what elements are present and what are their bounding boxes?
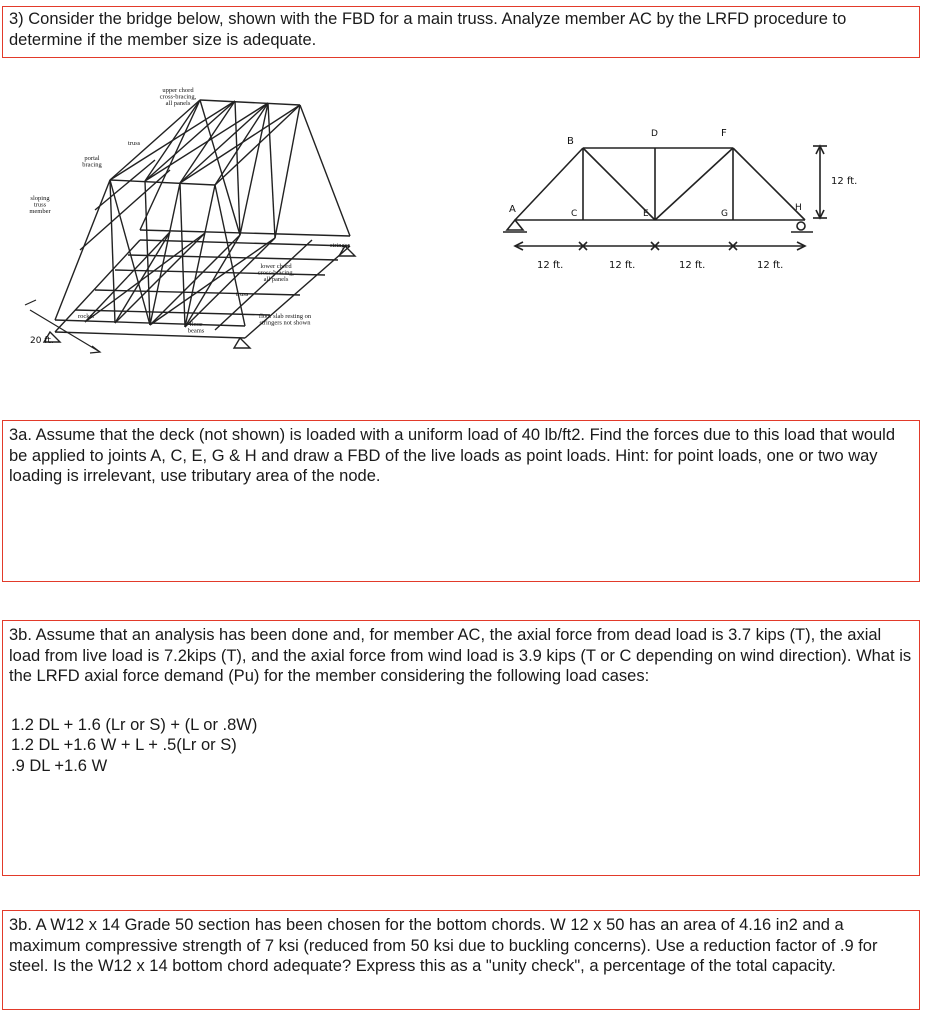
rocker-label: rocker [78,313,95,320]
floor-beams-label: floor beams [187,321,205,335]
node-g-label: G [721,209,728,219]
truss-top-label: truss [128,140,141,147]
span-4-label: 12 ft. [757,260,784,271]
part-3c-text: 3b. A W12 x 14 Grade 50 section has been chosen for the bottom chords. W 12 x 50 has an area of 4.16 in2 and a maximum compressive strength of 7 ksi (reduced from 50 ksi due to buckling concerns). Use a reduction factor of .9 for steel. Is the W12 x 14 bottom chord adequate? Express this as a "unity check", a percentage of the total capacity. [9,916,878,975]
load-case-2: 1.2 DL +1.6 W + L + .5(Lr or S) [11,736,237,754]
load-case-list [9,715,913,777]
bridge-figure [0,70,420,370]
truss-bottom-label: truss [236,291,249,298]
stringer-label: stringer [330,242,350,249]
figure-area [0,70,929,370]
node-f-label: F [721,128,727,139]
node-a-label: A [509,204,516,215]
lower-chord-label: lower chord cross-bracing, all panels [257,263,295,283]
node-b-label: B [567,136,574,147]
sloping-label: sloping truss member [29,195,51,215]
portal-label: portal bracing [82,155,102,169]
node-d-label: D [651,129,658,139]
load-case-1: 1.2 DL + 1.6 (Lr or S) + (L or .8W) [11,715,258,734]
span-1-label: 12 ft. [537,260,564,271]
part-3c-block [2,910,920,1010]
part-3b-block [2,620,920,876]
part-3a-block [2,420,920,582]
node-c-label: C [571,209,578,219]
width-dimension: 20 ft. [30,336,54,346]
span-3-label: 12 ft. [679,260,706,271]
height-label: 12 ft. [831,176,858,187]
truss-fbd-figure [495,110,915,330]
floor-slab-label: floor slab resting on stringers not shown [258,313,312,327]
question-3-block [2,6,920,58]
question-3-text: 3) Consider the bridge below, shown with the FBD for a main truss. Analyze member AC by the LRFD procedure to determine if the member size is adequate. [9,10,847,49]
node-e-label: E [643,209,649,219]
span-2-label: 12 ft. [609,260,636,271]
part-3a-text: 3a. Assume that the deck (not shown) is loaded with a uniform load of 40 lb/ft2. Find the forces due to this load that would be applied to joints A, C, E, G & H and draw a FBD of the live loads as point loads. Hint: for point loads, one or two way loading is irrelevant, use tributary area of the node. [9,426,896,485]
node-h-label: H [795,203,802,213]
upper-chord-label: upper chord cross-bracing, all panels [159,87,197,107]
part-3b-text: 3b. Assume that an analysis has been done and, for member AC, the axial force from dead load is 3.7 kips (T), the axial load from live load is 7.2kips (T), and the axial force from wind load is 3.9 kips (T or C depending on wind direction). What is the LRFD axial force demand (Pu) for the member considering the following load cases: [9,626,912,685]
load-case-3: .9 DL +1.6 W [11,756,108,775]
